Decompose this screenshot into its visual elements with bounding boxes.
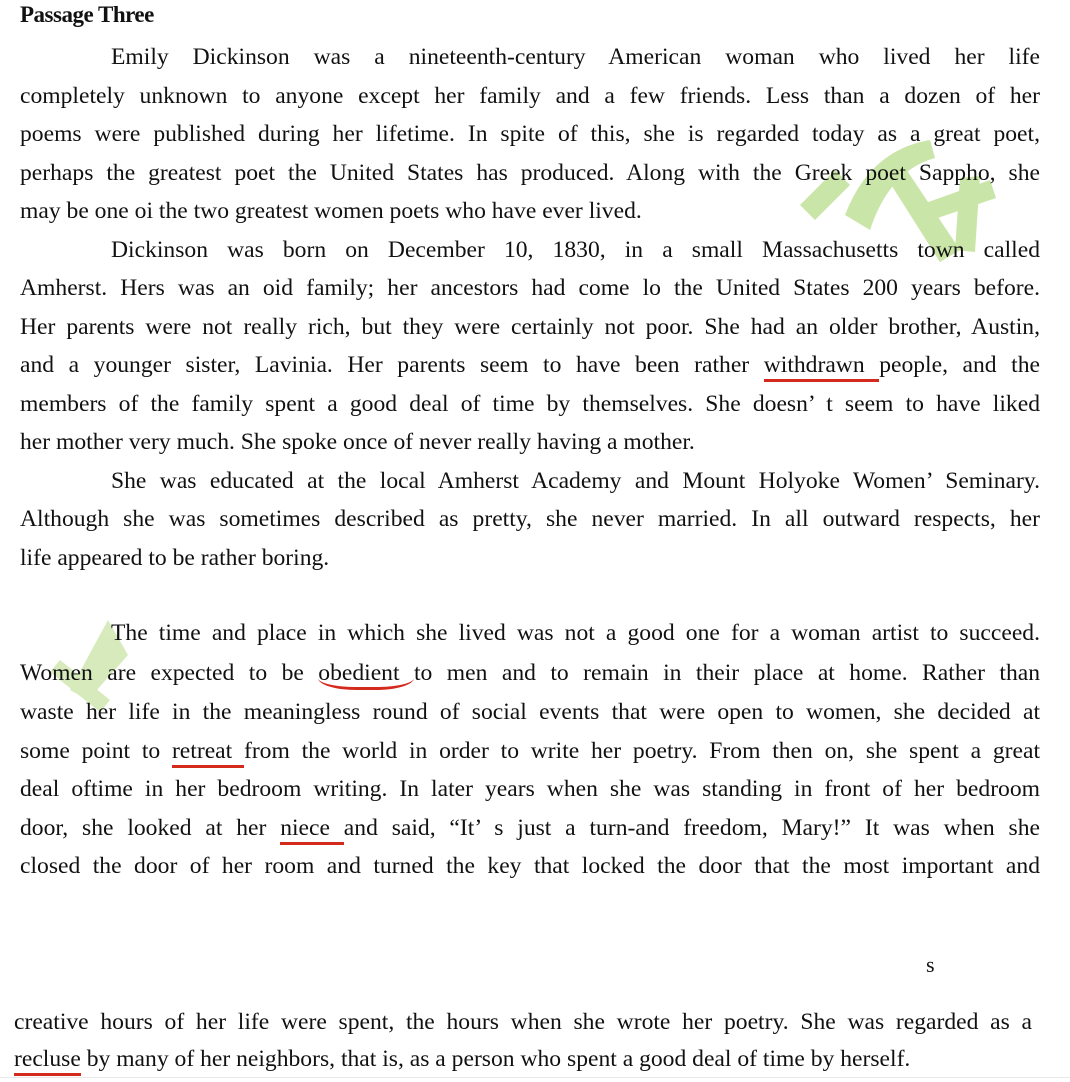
text-line: life appeared to be rather boring.: [20, 545, 330, 571]
text-run: people, and the: [879, 352, 1040, 378]
underlined-word-niece: niece: [280, 815, 344, 845]
text-line: poems were published during her lifetime. In spite of this, she is regarded today as a great poet,: [20, 121, 1040, 147]
text-line: [20, 811, 1040, 845]
text-line: [20, 348, 1040, 382]
text-line: [14, 1042, 1032, 1076]
text-line: deal oftime in her bedroom writing. In later years when she was standing in front of her bedroom: [20, 776, 1040, 802]
text-run: some point to: [20, 738, 172, 764]
text-line: completely unknown to anyone except her family and a few friends. Less than a dozen of her: [20, 83, 1040, 109]
underlined-word-obedient: obedient: [318, 660, 414, 690]
underlined-word-withdrawn: withdrawn: [764, 352, 879, 382]
page-divider: [0, 1077, 1070, 1078]
text-run: by many of her neighbors, that is, as a person who spent a good deal of time by herself.: [80, 1046, 911, 1072]
text-run: from the world in order to write her poetry. From then on, she spent a great: [243, 738, 1040, 764]
text-line: The time and place in which she lived was not a good one for a woman artist to succeed.: [111, 620, 1040, 646]
text-line: Emily Dickinson was a nineteenth-century American woman who lived her life: [111, 44, 1040, 70]
text-line: members of the family spent a good deal of time by themselves. She doesn’ t seem to have liked: [20, 391, 1040, 417]
text-line: Her parents were not really rich, but they were certainly not poor. She had an older brother, Austin,: [20, 314, 1040, 340]
text-line: Dickinson was born on December 10, 1830, in a small Massachusetts town called: [111, 237, 1040, 263]
text-run: to men and to remain in their place at home. Rather than: [414, 660, 1041, 686]
text-line: perhaps the greatest poet the United States has produced. Along with the Greek poet Sappho, she: [20, 160, 1040, 186]
text-line: Although she was sometimes described as pretty, she never married. In all outward respects, her: [20, 506, 1040, 532]
underlined-word-recluse: recluse: [14, 1046, 81, 1076]
text-line: may be one oi the two greatest women poets who have ever lived.: [20, 198, 642, 224]
text-line: Amherst. Hers was an oid family; her ancestors had come lo the United States 200 years before.: [20, 275, 1040, 301]
text-line: [20, 656, 1040, 690]
text-line: her mother very much. She spoke once of never really having a mother.: [20, 429, 695, 455]
text-run: Women are expected to be: [20, 660, 319, 686]
text-run: and said, “It’ s just a turn-and freedom, Mary!” It was when she: [343, 815, 1041, 841]
text-line: [20, 734, 1040, 768]
text-line: closed the door of her room and turned the key that locked the door that the most important and: [20, 853, 1040, 879]
text-run: and a younger sister, Lavinia. Her parents seem to have been rather: [20, 352, 764, 378]
text-line: She was educated at the local Amherst Academy and Mount Holyoke Women’ Seminary.: [111, 468, 1040, 494]
text-run: door, she looked at her: [20, 815, 281, 841]
passage-title: Passage Three: [20, 2, 154, 27]
underlined-word-retreat: retreat: [172, 738, 244, 768]
text-line: creative hours of her life were spent, the hours when she wrote her poetry. She was regarded as a: [14, 1009, 1032, 1035]
stray-character: s: [926, 952, 935, 977]
text-line: waste her life in the meaningless round of social events that were open to women, she decided at: [20, 699, 1040, 725]
